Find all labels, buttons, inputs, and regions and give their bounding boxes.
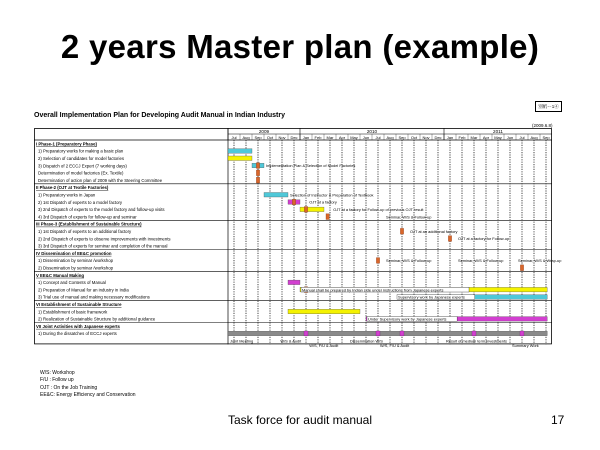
section-label: III Phase-3 (Establishment of Sustainable Structure) [36, 221, 142, 227]
joint-activity-marker [376, 331, 380, 336]
task-label: 3) 3rd Dispatch of experts for seminar and completion of the manual [38, 243, 168, 249]
page-number: 17 [551, 413, 565, 427]
task-label: 2) 2nd Dispatch of experts to observe improvements with investments [38, 236, 171, 242]
slide-footer: Task force for audit manual [227, 413, 373, 427]
task-label: 1) Preparatory works for making a basic plan [38, 148, 124, 154]
joint-activity-marker [304, 331, 308, 336]
section-label: I Phase-1 (Preparatory Phase) [36, 141, 97, 147]
milestone-marker [376, 258, 379, 264]
task-label: 3) Trial use of manual and making necessary modifications [38, 294, 150, 300]
schedule-annotation: OJT at an additional factory [410, 228, 458, 234]
month-label: Sep [542, 134, 550, 140]
abbreviation-legend [40, 370, 136, 399]
legend-item: W/S: Workshop [40, 370, 75, 376]
month-label: May [494, 134, 502, 140]
milestone-marker [326, 214, 329, 220]
schedule-bar [288, 309, 360, 314]
month-label: Feb [458, 134, 466, 140]
document-title: Overall Implementation Plan for Developing Audit Manual in Indian Industry [34, 112, 285, 119]
schedule-annotation: OJT at a factory for Follow-up of previous OJT result [333, 207, 424, 212]
section-label: IV Dissemination of EE&C promotion [36, 250, 112, 256]
schedule-annotation: Seminar, W/S & Wrap-up [518, 258, 562, 264]
month-label: Mar [326, 134, 334, 140]
task-label: 1) 1st Dispatch of experts to an additional factory [38, 229, 132, 234]
milestone-marker [520, 265, 523, 271]
milestone-marker [256, 170, 259, 176]
joint-activity-marker [472, 331, 476, 336]
gantt-chart [34, 128, 564, 368]
month-label: Mar [470, 134, 478, 140]
schedule-bar [300, 207, 324, 212]
legend-item: OJT : On the Job Training [40, 384, 98, 391]
year-label: 2010 [366, 128, 378, 134]
milestone-marker [256, 177, 259, 183]
month-label: Nov [422, 134, 430, 140]
schedule-annotation: Dissemination W/S [350, 338, 383, 344]
task-label: 2) Realization of Sustainable Structure by additional guidance [38, 316, 156, 322]
schedule-annotation: Seminar, W/S & Follow-up [458, 258, 504, 264]
schedule-bar [288, 280, 300, 285]
task-label: Determination of model factories (Ex. Textile) [38, 170, 124, 176]
schedule-annotation: OJT at a factory for Follow-up [458, 236, 510, 242]
task-label: 3) Dispatch of 2 ECCJ Expert (7 working days) [38, 163, 127, 169]
schedule-annotation: Seminar, W/S & Follow-up [386, 258, 432, 264]
schedule-annotation: Result of medium term investments [446, 338, 507, 344]
milestone-marker [304, 207, 307, 213]
slide-title: 2 years Master plan (example) [60, 28, 540, 65]
schedule-annotation: W/S, F/U & Audit [309, 343, 339, 349]
month-label: Aug [386, 134, 394, 140]
task-label: 2) Preparation of Manual for an industry in India [38, 287, 129, 293]
month-label: Apr [338, 134, 346, 140]
task-label: 1) Establishment of basic framework [38, 309, 108, 315]
year-label: 2011 [493, 128, 503, 134]
schedule-annotation: Manual shall be prepared by Indian side under instructions from Japanese experts [302, 287, 444, 293]
month-label: Dec [290, 134, 298, 140]
schedule-annotation: W/S & Audit [280, 338, 302, 344]
schedule-annotation: Seminar, W/S & Follow-up [386, 214, 432, 220]
schedule-bar [228, 149, 252, 154]
document-date: (2009.6.8) [532, 123, 553, 128]
plan-document [34, 99, 564, 404]
section-label: V EE&C Manual Making [36, 272, 84, 278]
month-label: Jun [506, 134, 514, 140]
task-label: 4) 3rd Dispatch of experts for follow-up and seminar [38, 214, 137, 220]
month-label: Feb [314, 134, 322, 140]
month-label: Jul [375, 134, 381, 140]
schedule-annotation: Under Supervisory work by Japanese experts [368, 316, 447, 322]
schedule-annotation: Implementation Plan & Selection of Model Factories [266, 163, 356, 169]
section-label: VI Establishment of Sustainable Structure [36, 302, 122, 307]
month-label: Sep [398, 134, 406, 140]
task-label: 1) During the dissatches of ECCJ experts [38, 331, 117, 337]
schedule-annotation: Supervisory work by Japanese experts [398, 294, 465, 300]
schedule-annotation: W/S, F/U & Audit [380, 343, 410, 349]
month-label: Nov [278, 134, 286, 140]
milestone-marker [292, 199, 295, 205]
schedule-bar [264, 193, 288, 198]
month-label: Aug [242, 134, 250, 140]
schedule-annotation: Summary Work [512, 343, 539, 349]
milestone-marker [400, 228, 403, 234]
legend-item: F/U : Follow up [40, 377, 74, 384]
task-label: 1) Preparatory works in Japan [38, 192, 96, 198]
section-label: VII Joint Activities with Japanese experts [36, 323, 120, 329]
month-label: Jun [362, 134, 370, 140]
month-label: Jul [519, 134, 525, 140]
task-label: 3) 2nd Dispatch of experts to the model factory and follow-up visits [38, 207, 165, 213]
month-label: Oct [410, 134, 418, 140]
milestone-marker [256, 163, 259, 169]
month-label: Apr [482, 134, 490, 140]
document-badge: 別紙ー1④ [535, 101, 562, 112]
schedule-bar [228, 331, 547, 336]
joint-activity-marker [520, 331, 524, 336]
schedule-annotation: OJT at a factory [309, 199, 337, 205]
task-label: 1) Dissemination by seminar /workshop [38, 258, 113, 264]
month-label: Oct [266, 134, 274, 140]
month-label: Jan [302, 134, 310, 140]
task-label: 2) Dissemination by seminar /workshop [38, 265, 113, 271]
year-label: 2009 [258, 128, 270, 134]
task-label: 1) Concept and Contents of Manual [38, 280, 106, 286]
month-label: May [350, 134, 358, 140]
schedule-annotation: Joint Meeting [230, 338, 254, 344]
schedule-annotation: Selection of Instructor & Preparation of Textbook [290, 192, 374, 198]
legend-item: EE&C: Energy Efficiency and Conservation [40, 391, 136, 398]
task-label: 2) 1st Dispatch of experts to a model factory [38, 199, 123, 205]
task-label: 2) Selection of candidates for model factories [38, 156, 124, 161]
section-label: II Phase-2 (OJT at Textile Factories) [36, 185, 109, 191]
month-label: Aug [530, 134, 538, 140]
month-label: Jul [231, 134, 237, 140]
month-label: Sep [254, 134, 262, 140]
task-label: Determination of action plan of 2009 with the Steering Committee [38, 177, 163, 183]
month-label: Dec [434, 134, 442, 140]
joint-activity-marker [400, 331, 404, 336]
milestone-marker [448, 236, 451, 242]
schedule-bar [228, 156, 252, 161]
month-label: Jan [446, 134, 454, 140]
